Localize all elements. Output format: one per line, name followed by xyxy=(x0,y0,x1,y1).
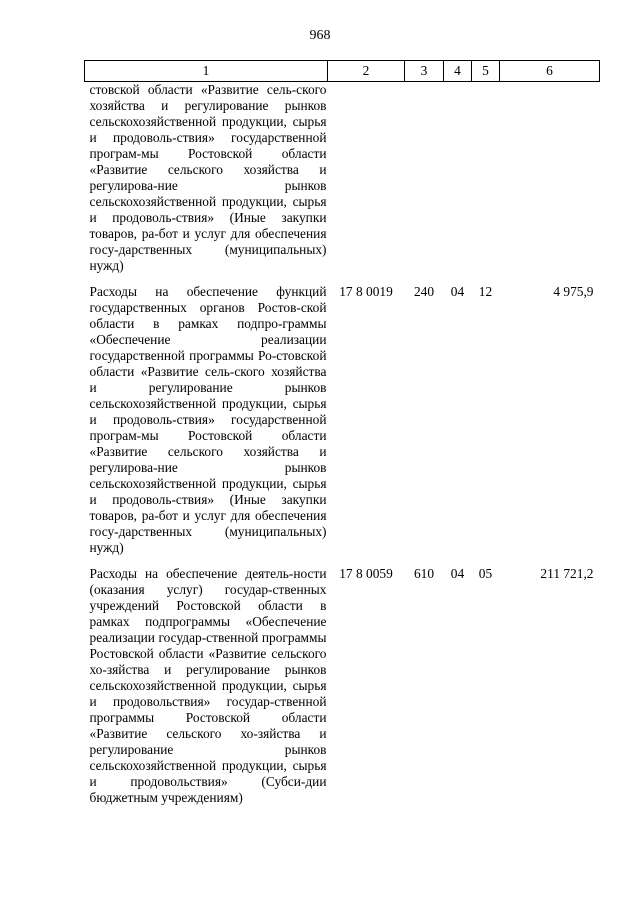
row-amount xyxy=(500,82,600,275)
row-target-code: 17 8 0059 xyxy=(339,566,393,581)
row-subsection: 05 xyxy=(478,566,493,581)
row-expense-type xyxy=(405,82,444,275)
row-section: 04 xyxy=(450,284,465,299)
row-subsection xyxy=(472,82,500,275)
row-target-code xyxy=(328,82,405,275)
col-header-2: 2 xyxy=(328,61,405,82)
row-description: стовской области «Развитие сель-ского хозяйства и регулирование рынков сельскохозяйственной продукции, сырья и продоволь-ствия» государственной програм-мы Ростовской области «Развитие сельского хозяйства и регулирова-ние рынков сельскохозяйственной продукции, сырья и продоволь-ствия» (Иные закупки товаров, ра-бот и услуг для обеспечения госу-дарственных (муниципальных) нужд) xyxy=(89,82,327,273)
row-amount: 211 721,2 xyxy=(540,566,594,581)
row-amount: 4 975,9 xyxy=(553,284,594,299)
page-number: 968 xyxy=(309,28,331,43)
row-target-code: 17 8 0019 xyxy=(339,284,393,299)
row-expense-type: 240 xyxy=(413,284,435,299)
table-row xyxy=(85,274,600,556)
row-description: Расходы на обеспечение деятель-ности (оказания услуг) государ-ственных учреждений Ростовской области в рамках подпрограммы «Обеспечение реализации государ-ственной программы Ростовской области «Развитие сельского хо-зяйства и регулирование рынков сельскохозяйственной продукции, сырья и продовольствия» государ-ственной программы Ростовской области «Развитие сельского хо-зяйства и регулирование рынков сельскохозяйственной продукции, сырья и продовольствия» (Субси-дии бюджетным учреждениям) xyxy=(89,566,327,805)
col-header-6: 6 xyxy=(500,61,600,82)
table-row xyxy=(85,556,600,806)
table-row xyxy=(85,82,600,275)
row-description: Расходы на обеспечение функций государственных органов Ростов-ской области в рамках подпро-граммы «Обеспечение реализации государственной программы Ро-стовской области «Развитие сель-ского хозяйства и регулирование рынков сельскохозяйственной продукции, сырья и продоволь-ствия» государственной програм-мы Ростовской области «Развитие сельского хозяйства и регулирова-ние рынков сельскохозяйственной продукции, сырья и продоволь-ствия» (Иные закупки товаров, ра-бот и услуг для обеспечения госу-дарственных (муниципальных) нужд) xyxy=(89,284,327,555)
row-expense-type: 610 xyxy=(413,566,435,581)
col-header-3: 3 xyxy=(405,61,444,82)
col-header-5: 5 xyxy=(472,61,500,82)
row-section: 04 xyxy=(450,566,465,581)
col-header-1: 1 xyxy=(85,61,328,82)
col-header-4: 4 xyxy=(444,61,472,82)
row-subsection: 12 xyxy=(478,284,493,299)
row-section xyxy=(444,82,472,275)
header-row xyxy=(85,61,600,82)
budget-table xyxy=(84,60,600,806)
